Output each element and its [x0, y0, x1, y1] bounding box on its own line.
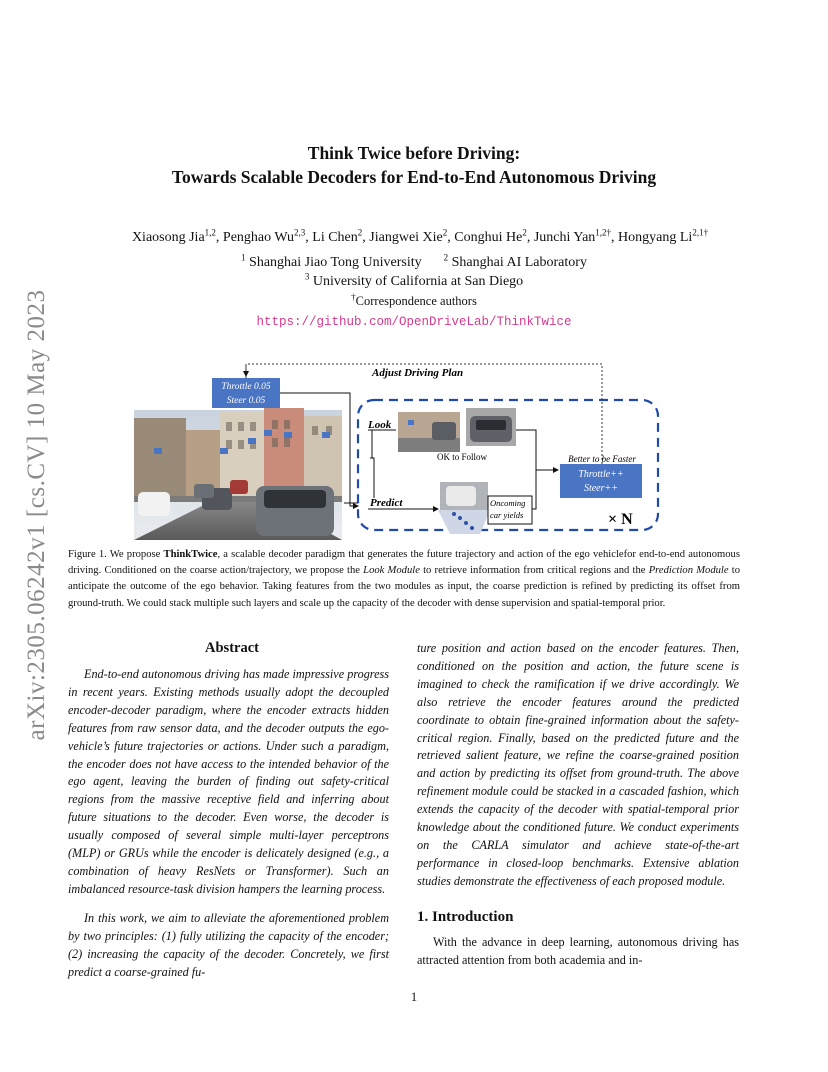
- throttle-label: Throttle 0.05: [221, 382, 271, 392]
- correspondence-note: †Correspondence authors: [351, 291, 477, 308]
- github-link[interactable]: https://github.com/OpenDriveLab/ThinkTwice: [256, 315, 572, 329]
- arxiv-identifier-text: arXiv:2305.06242v1 [cs.CV] 10 May 2023: [23, 289, 50, 741]
- better-faster-label: Better to be Faster: [568, 454, 636, 464]
- author: Junchi Yan$^{1,2\dagger}$: [533, 227, 612, 245]
- paper-title-line2: Towards Scalable Decoders for End-to-End Autonomous Driving: [171, 167, 657, 187]
- figure-1: [132, 358, 672, 540]
- steer-label: Steer 0.05: [226, 396, 266, 406]
- lead-car-image: [466, 408, 516, 446]
- author-list: Xiaosong Jia$^{1,2}$, Penghao Wu$^{2,3}$, Li Chen$^2$, Jiangwei Xie$^2$, Conghui He$^2$, Junchi Yan$^{1,2\dagger}$, Hongyang $Li^{2,1\dagger}$: [131, 227, 709, 245]
- look-crop-image: [398, 412, 460, 452]
- steer-increase-label: Steer++: [583, 483, 619, 494]
- adjust-plan-label: Adjust Driving Plan: [372, 367, 464, 379]
- abstract-paragraph-3: ture position and action based on the encoder features. Then, conditioned on the position and action, the future scene is imagined to check the ramification if we drive accordingly. We also retrieve the encoder features around the predicted coordinate to obtain fine-grained information about the safety-critical region. Finally, based on the predicted future and the retrieved salient feature, we refine the coarse-grained position and action by predicting its offset from ground-truth. The above refinement module could be stacked in a cascaded fashion, which extends the capacity of the decoder with spatial-temporal prior knowledge about the conditioned future. We conduct experiments on the CARLA simulator and achieve state-of-the-art performance in closed-loop benchmarks. Extensive ablation studies demonstrate the effectiveness of each proposed module.: [417, 641, 739, 888]
- predicted-future-image: [438, 482, 490, 534]
- abstract-heading: Abstract: [205, 640, 259, 656]
- author: Jiangwei Xie$^2$: [369, 227, 448, 245]
- affiliation-line2: $^3$ University of California at San Diego: [304, 271, 524, 289]
- author: Xiaosong Jia$^{1,2}$: [131, 227, 216, 245]
- figure-caption: Figure 1. We propose ThinkTwice, a scalable decoder paradigm that generates the future trajectory and action of the ego vehiclefor end-to-end autonomous driving. Conditioned on the coarse action/trajectory, we propose the Look Module to retrieve information from critical regions and the Prediction Module to anticipate the outcome of the ego behavior. Taking features from the two modules as input, the coarse prediction is refined by predicting its offset from ground-truth. We could stack multiple such layers and scale up the capacity of the decoder with dense supervision and spatial-temporal prior.: [68, 549, 741, 609]
- throttle-increase-label: Throttle++: [578, 469, 624, 480]
- car-yields-label: car yields: [490, 510, 524, 520]
- look-label: Look: [368, 419, 392, 431]
- abstract-left-column: [68, 666, 389, 981]
- stack-n-label: × N: [608, 511, 633, 528]
- affiliation-line1: $^1$ Shanghai Jiao Tong University $^2$ Shanghai AI Laboratory: [241, 252, 587, 270]
- author: Penghao Wu$^{2,3}$: [222, 227, 306, 245]
- author: Conghui He$^2$: [454, 227, 527, 245]
- oncoming-label: Oncoming: [490, 498, 526, 508]
- author: Li Chen$^2$: [312, 227, 363, 245]
- intro-heading: 1. Introduction: [417, 909, 514, 925]
- ok-to-follow-label: OK to Follow: [436, 452, 488, 462]
- abstract-paragraph-1: End-to-end autonomous driving has made impressive progress in recent years. Existing methods usually adopt the decoupled encoder-decoder paradigm, where the encoder extracts hidden features from raw sensor data, and the decoder outputs the ego-vehicle’s future trajectories or actions. Under such a paradigm, the encoder does not have access to the intended behavior of the ego agent, leaving the burden of finding out safety-critical regions from the massive receptive field and inferring about future situations to the decoder. Even worse, the decoder is usually composed of several simple multi-layer perceptrons (MLP) or GRUs while the encoder is delicately designed (e.g., a combination of heavy ResNets or Transformer). Such an imbalanced resource-task division hampers the learning process.: [68, 667, 389, 896]
- intro-paragraph: With the advance in deep learning, autonomous driving has attracted attention from both academia and in-: [417, 935, 739, 967]
- arxiv-identifier: [12, 270, 62, 760]
- street-scene-image: [134, 408, 342, 540]
- abstract-paragraph-2: In this work, we aim to alleviate the aforementioned problem by two principles: (1) fully utilizing the capacity of the encoder; (2) increasing the capacity of the decoder. Concretely, we first predict a coarse-grained fu-: [68, 910, 389, 979]
- paper-title-line1: Think Twice before Driving:: [307, 143, 521, 163]
- predict-label: Predict: [370, 497, 403, 509]
- author: Hongyang $Li^{2,1\dagger}$: [618, 227, 709, 245]
- abstract-right-column: [417, 640, 739, 891]
- page-number: 1: [410, 990, 418, 1004]
